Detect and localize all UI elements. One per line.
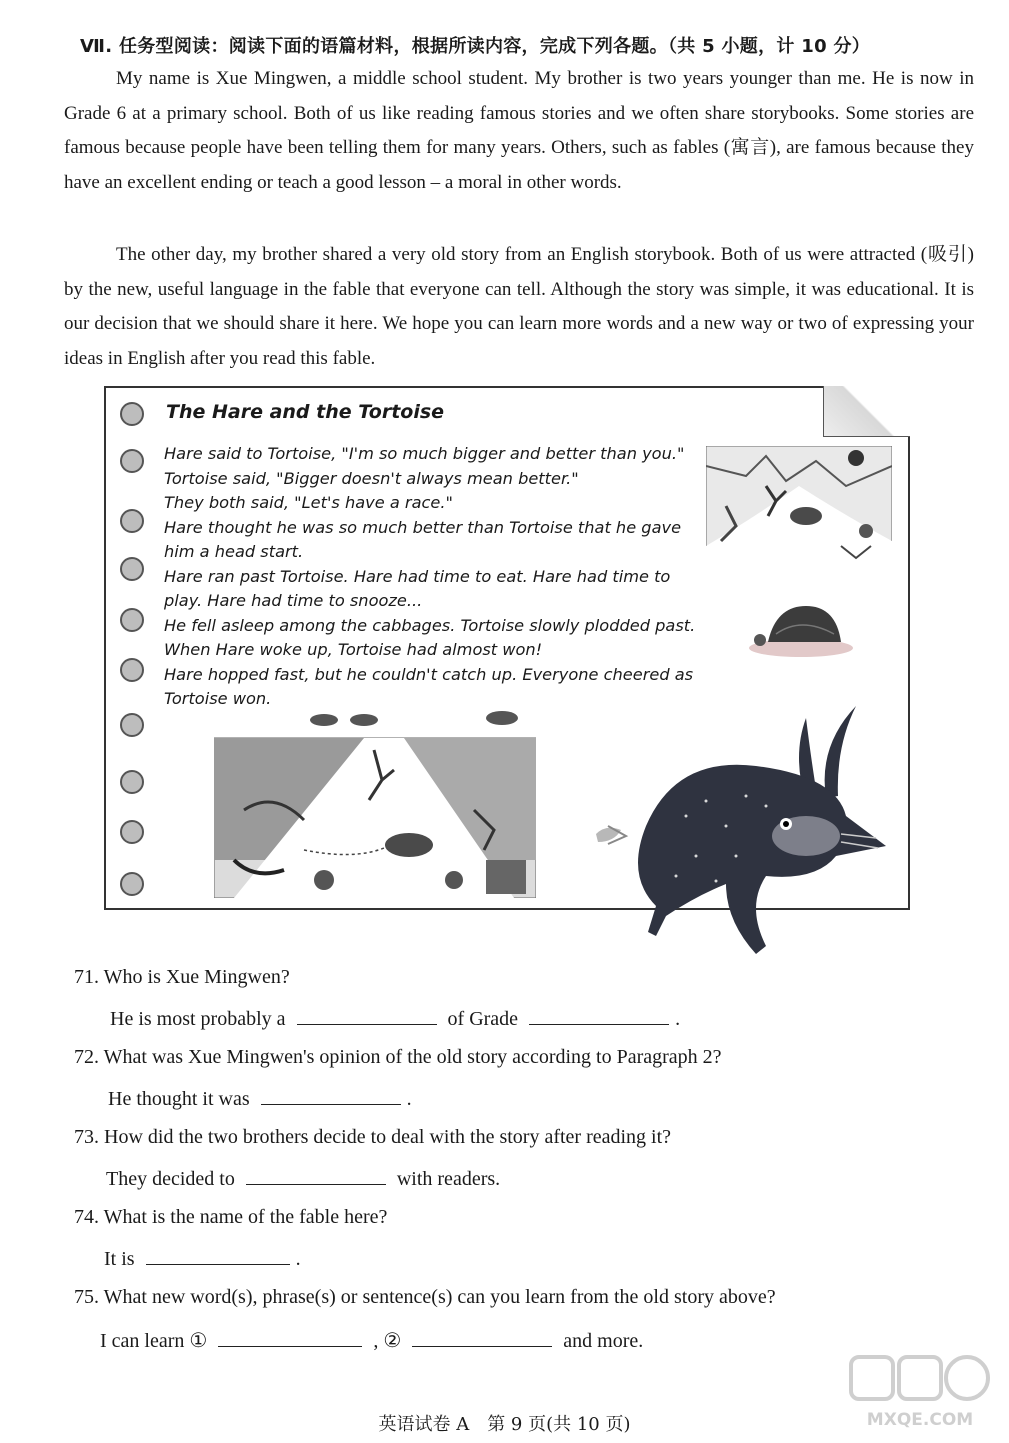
page-curl-icon [823,386,910,437]
answer-blank-75a[interactable] [218,1328,362,1347]
answer-text: It is [104,1248,135,1270]
fable-card [104,386,910,910]
answer-75 [100,1328,643,1353]
watermark-text: MXQE.COM [866,1410,974,1430]
answer-blank-74[interactable] [146,1246,290,1265]
question-71: 71. Who is Xue Mingwen? [74,966,290,988]
tortoise-icon [746,594,856,660]
binder-hole-icon [120,557,144,581]
answer-blank-75b[interactable] [412,1328,552,1347]
answer-text: . [295,1248,301,1270]
fable-line: Hare hopped fast, but he couldn't catch up. Everyone cheered as Tortoise won. [164,664,694,708]
answer-text: , ② [373,1330,402,1352]
answer-text: He thought it was [108,1088,250,1110]
question-72: 72. What was Xue Mingwen's opinion of the old story according to Paragraph 2? [74,1046,722,1068]
binder-hole-icon [120,658,144,682]
answer-text: They decided to [106,1168,235,1190]
binder-hole-icon [120,509,144,533]
answer-text: and more. [563,1330,644,1352]
answer-text: I can learn ① [100,1330,208,1352]
fable-line: Hare thought he was so much better than Tortoise that he gave him a head start. [164,517,682,561]
fable-line: Hare said to Tortoise, "I'm so much bigger and better than you." Tortoise said, "Bigger doesn't always mean better." [164,444,685,488]
hare-illustration [586,706,896,958]
section-heading: Ⅶ. 任务型阅读：阅读下面的语篇材料，根据所读内容，完成下列各题。（共 5 小题，计 10 分） [80,36,871,57]
page-footer: 英语试卷 A 第 9 页(共 10 页) [378,1414,631,1435]
fable-line: Hare ran past Tortoise. Hare had time to eat. Hare had time to play. Hare had time to snooze... [164,566,671,610]
answer-blank-71b[interactable] [529,1006,669,1025]
answer-text: . [675,1008,681,1030]
binder-hole-icon [120,402,144,426]
answer-text: He is most probably a [110,1008,286,1030]
question-73: 73. How did the two brothers decide to deal with the story after reading it? [74,1126,672,1148]
binder-hole-icon [120,449,144,473]
answer-72 [108,1086,412,1111]
answer-blank-71a[interactable] [297,1006,437,1025]
race-start-illustration [706,446,892,576]
question-74: 74. What is the name of the fable here? [74,1206,388,1228]
answer-71 [110,1006,680,1031]
fable-title: The Hare and the Tortoise [166,401,445,423]
binder-hole-icon [120,713,144,737]
binder-hole-icon [120,820,144,844]
answer-text: . [406,1088,412,1110]
answer-74 [104,1246,301,1271]
fable-line: They both said, "Let's have a race." [164,493,453,512]
answer-text: with readers. [396,1168,501,1190]
binder-hole-icon [120,608,144,632]
fable-line: He fell asleep among the cabbages. Tortoise slowly plodded past. When Hare woke up, Tortoise had almost won! [164,615,696,659]
answer-blank-73[interactable] [246,1166,386,1185]
question-75: 75. What new word(s), phrase(s) or sentence(s) can you learn from the old story above? [74,1286,776,1308]
paragraph-1: My name is Xue Mingwen, a middle school student. My brother is two years younger than me. He is now in Grade 6 at a primary school. Both of us like reading famous stories and we often share storybooks. Some stories are famous because people have been telling them for many years. Others, such as fables (寓言), are famous because they have an excellent ending or teach a good lesson – a moral in other words. [64,68,974,193]
watermark-logo-icon [845,1355,995,1433]
binder-hole-icon [120,770,144,794]
fable-text [164,442,704,712]
paragraph-2: The other day, my brother shared a very old story from an English storybook. Both of us were attracted (吸引) by the new, useful language in the fable that everyone can tell. Although the story was simple, it was educational. It is our decision that we should share it here. We hope you can learn more words and a new way or two of expressing your ideas in English after you read this fable. [64,244,974,369]
answer-73 [106,1166,500,1191]
race-path-illustration [214,710,536,898]
answer-blank-72[interactable] [261,1086,401,1105]
binder-hole-icon [120,872,144,896]
answer-text: of Grade [447,1008,519,1030]
